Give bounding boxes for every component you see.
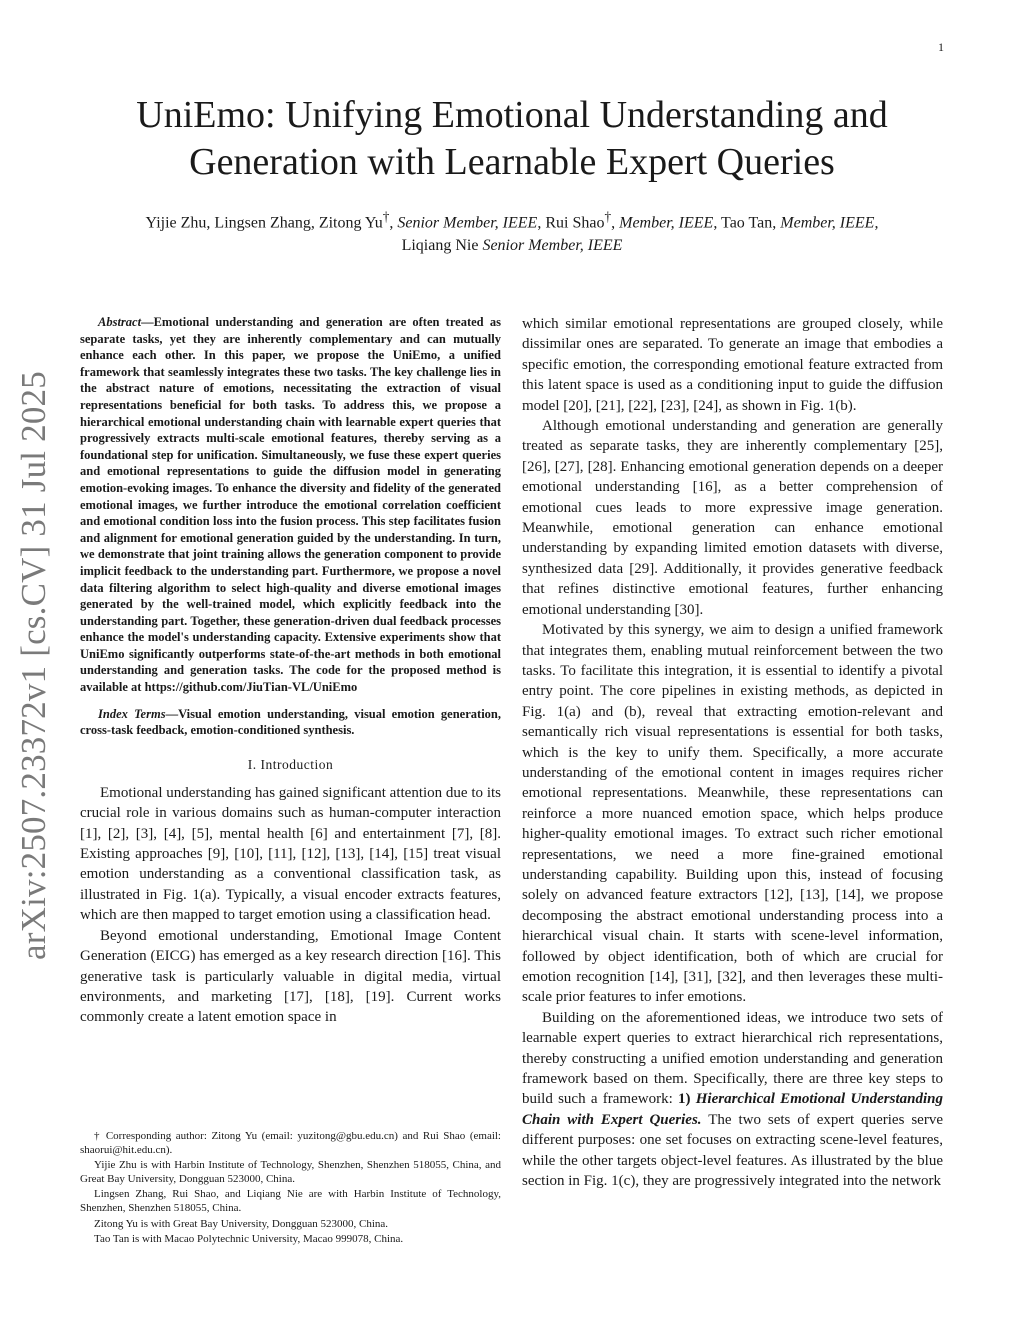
author-role: Senior Member, IEEE — [397, 214, 538, 232]
author-role: Senior Member, IEEE — [482, 237, 623, 255]
paper-title: UniEmo: Unifying Emotional Understanding and Generation with Learnable Expert Queries — [136, 94, 888, 183]
index-terms — [80, 706, 501, 739]
author-group-1: Yijie Zhu, Lingsen Zhang, Zitong Yu — [145, 214, 383, 232]
author-role: Member, IEEE — [619, 214, 714, 232]
dagger-mark: † — [604, 209, 612, 224]
step-title: Hierarchical Emotional Understanding Chain with Expert Queries. — [522, 1091, 943, 1128]
author-role: Member, IEEE — [780, 214, 875, 232]
index-terms-text: —Visual emotion understanding, visual emotion generation, cross-task feedback, emotion-conditioned synthesis. — [80, 706, 501, 738]
author-name: Liqiang Nie — [401, 237, 479, 255]
abstract — [80, 314, 501, 696]
author-list: Yijie Zhu, Lingsen Zhang, Zitong Yu†, Senior Member, IEEE, Rui Shao†, Member, IEEE, Tao Tan, Member, IEEE, Liqiang Nie Senior Member, IEEE — [145, 209, 879, 255]
footnote: † Corresponding author: Zitong Yu (email: yuzitong@gbu.edu.cn) and Rui Shao (email: shaorui@hit.edu.cn). — [80, 1130, 501, 1156]
section-heading: I. Introduction — [247, 756, 334, 772]
paragraph: Beyond emotional understanding, Emotional Image Content Generation (EICG) has emerged as a key research direction [16]. This generative task is particularly valuable in digital media, virtual environments, and marketing [17], [18], [19]. Current works commonly create a latent emotion space in — [80, 927, 501, 1026]
author-name: Rui Shao — [545, 214, 605, 232]
index-terms-label: Index Terms — [98, 706, 166, 721]
page-number: 1 — [938, 40, 944, 54]
footnote: Lingsen Zhang, Rui Shao, and Liqiang Nie are with Harbin Institute of Technology, Shenzhen, Shenzhen 518055, China. — [80, 1188, 501, 1214]
footnote: Zitong Yu is with Great Bay University, Dongguan 523000, China. — [94, 1217, 389, 1230]
abstract-label: Abstract — [98, 315, 142, 329]
dagger-mark: † — [382, 209, 390, 224]
author-name: Tao Tan, — [721, 214, 777, 232]
paragraph — [522, 1008, 943, 1192]
paragraph: Although emotional understanding and generation are generally treated as separate tasks, they are inherently complementary [25], [26], [27], [28]. Enhancing emotional generation depends on a deeper emotional understanding [16], as a better comprehension of emotional cues leads to more expressive image generation. Meanwhile, emotional generation can enhance emotional understanding by expanding limited emotion datasets with diverse, synthesized data [29]. Additionally, it provides generative feedback that refines distinctive emotional features, further enhancing emotional understanding [30]. — [522, 418, 943, 618]
paragraph: which similar emotional representations are grouped closely, while dissimilar ones are separated. To generate an image that embodies a specific emotion, the corresponding emotional feature extracted from this latent space is used as a conditioning input to guide the diffusion model [20], [21], [22], [23], [24], as shown in Fig. 1(b). — [522, 316, 943, 414]
right-column — [522, 314, 943, 1191]
paragraph-text: Building on the aforementioned ideas, we introduce two sets of learnable expert queries to extract hierarchical rich representations, thereby constructing a unified emotion understanding and generation framework based on them. Specifically, there are three key steps to build such a framework: — [522, 1009, 943, 1108]
paragraph: Emotional understanding has gained significant attention due to its crucial role in various domains such as human-computer interaction [1], [2], [3], [4], [5], mental health [6] and entertainment [7], [8]. Existing approaches [9], [10], [11], [12], [13], [14], [15] treat visual emotion understanding as a conventional classification task, as illustrated in Fig. 1(a). Typically, a visual encoder extracts features, which are then mapped to target emotion using a classification head. — [80, 784, 501, 924]
footnote: Yijie Zhu is with Harbin Institute of Technology, Shenzhen, Shenzhen 518055, China, and Great Bay University, Dongguan 523000, China. — [80, 1159, 501, 1185]
footnotes — [80, 1130, 501, 1249]
paragraph: Motivated by this synergy, we aim to design a unified framework that integrates them, enabling mutual reinforcement between the two tasks. To facilitate this integration, it is essential to identify a pivotal entry point. The core pipelines in existing methods, as depicted in Fig. 1(a) and (b), reveal that extracting emotion-relevant and semantically rich visual representations is essential for both tasks, which is the key to unify them. Specifically, a more accurate understanding of the emotional content in images requires richer emotional representations. Meanwhile, these representations can reinforce a more nuanced emotion space, which helps produce higher-quality emotional images. To extract such richer emotional representations, we need a more fine-grained emotional understanding capability. Building upon this, instead of focusing solely on advanced feature extractors [12], [13], [14], we propose decomposing the abstract emotional understanding process into a hierarchical visual chain. It starts with scene-level information, followed by object identification, both of which are crucial for emotion recognition [14], [31], [32], and then leverages these multi-scale prior features to infer emotions. — [522, 622, 943, 1006]
arxiv-identifier: arXiv:2507.23372v1 [cs.CV] 31 Jul 2025 — [14, 371, 53, 960]
step-number: 1) — [678, 1091, 691, 1108]
left-column — [80, 314, 501, 1028]
footnote: Tao Tan is with Macao Polytechnic University, Macao 999078, China. — [94, 1233, 404, 1246]
abstract-text: —Emotional understanding and generation are often treated as separate tasks, yet they are inherently complementary and can mutually enhance each other. In this paper, we propose the UniEmo, a unified framework that seamlessly integrates these two tasks. The key challenge lies in the abstract nature of emotions, necessitating the extraction of visual representations beneficial for both tasks. To address this, we propose a hierarchical emotional understanding chain with learnable expert queries that progressively extracts multi-scale emotional features, thereby serving as a foundational step for unification. Simultaneously, we fuse these expert queries and emotional representations to guide the diffusion model in generating emotion-evoking images. To enhance the diversity and fidelity of the generated emotional images, we further introduce the emotional correlation coefficient and emotional condition loss into the fusion process. This step facilitates fusion and alignment for emotional generation guided by the understanding. In turn, we demonstrate that joint training allows the generation component to provide implicit feedback to the understanding part. Furthermore, we propose a novel data filtering algorithm to select high-quality and diverse emotional images generated by the well-trained model, which explicitly feedback into the understanding part. Together, these generation-driven dual feedback processes enhance the model's understanding capacity. Extensive experiments show that UniEmo significantly outperforms state-of-the-art methods in both emotional understanding and generation tasks. The code for the proposed method is available at https://github.com/JiuTian-VL/UniEmo — [80, 315, 501, 695]
paragraph-text: The two sets of expert queries serve different purposes: one set focuses on extracting scene-level features, while the other targets object-level features. As illustrated by the blue section in Fig. 1(c), they are progressively integrated into the network — [522, 1111, 943, 1190]
